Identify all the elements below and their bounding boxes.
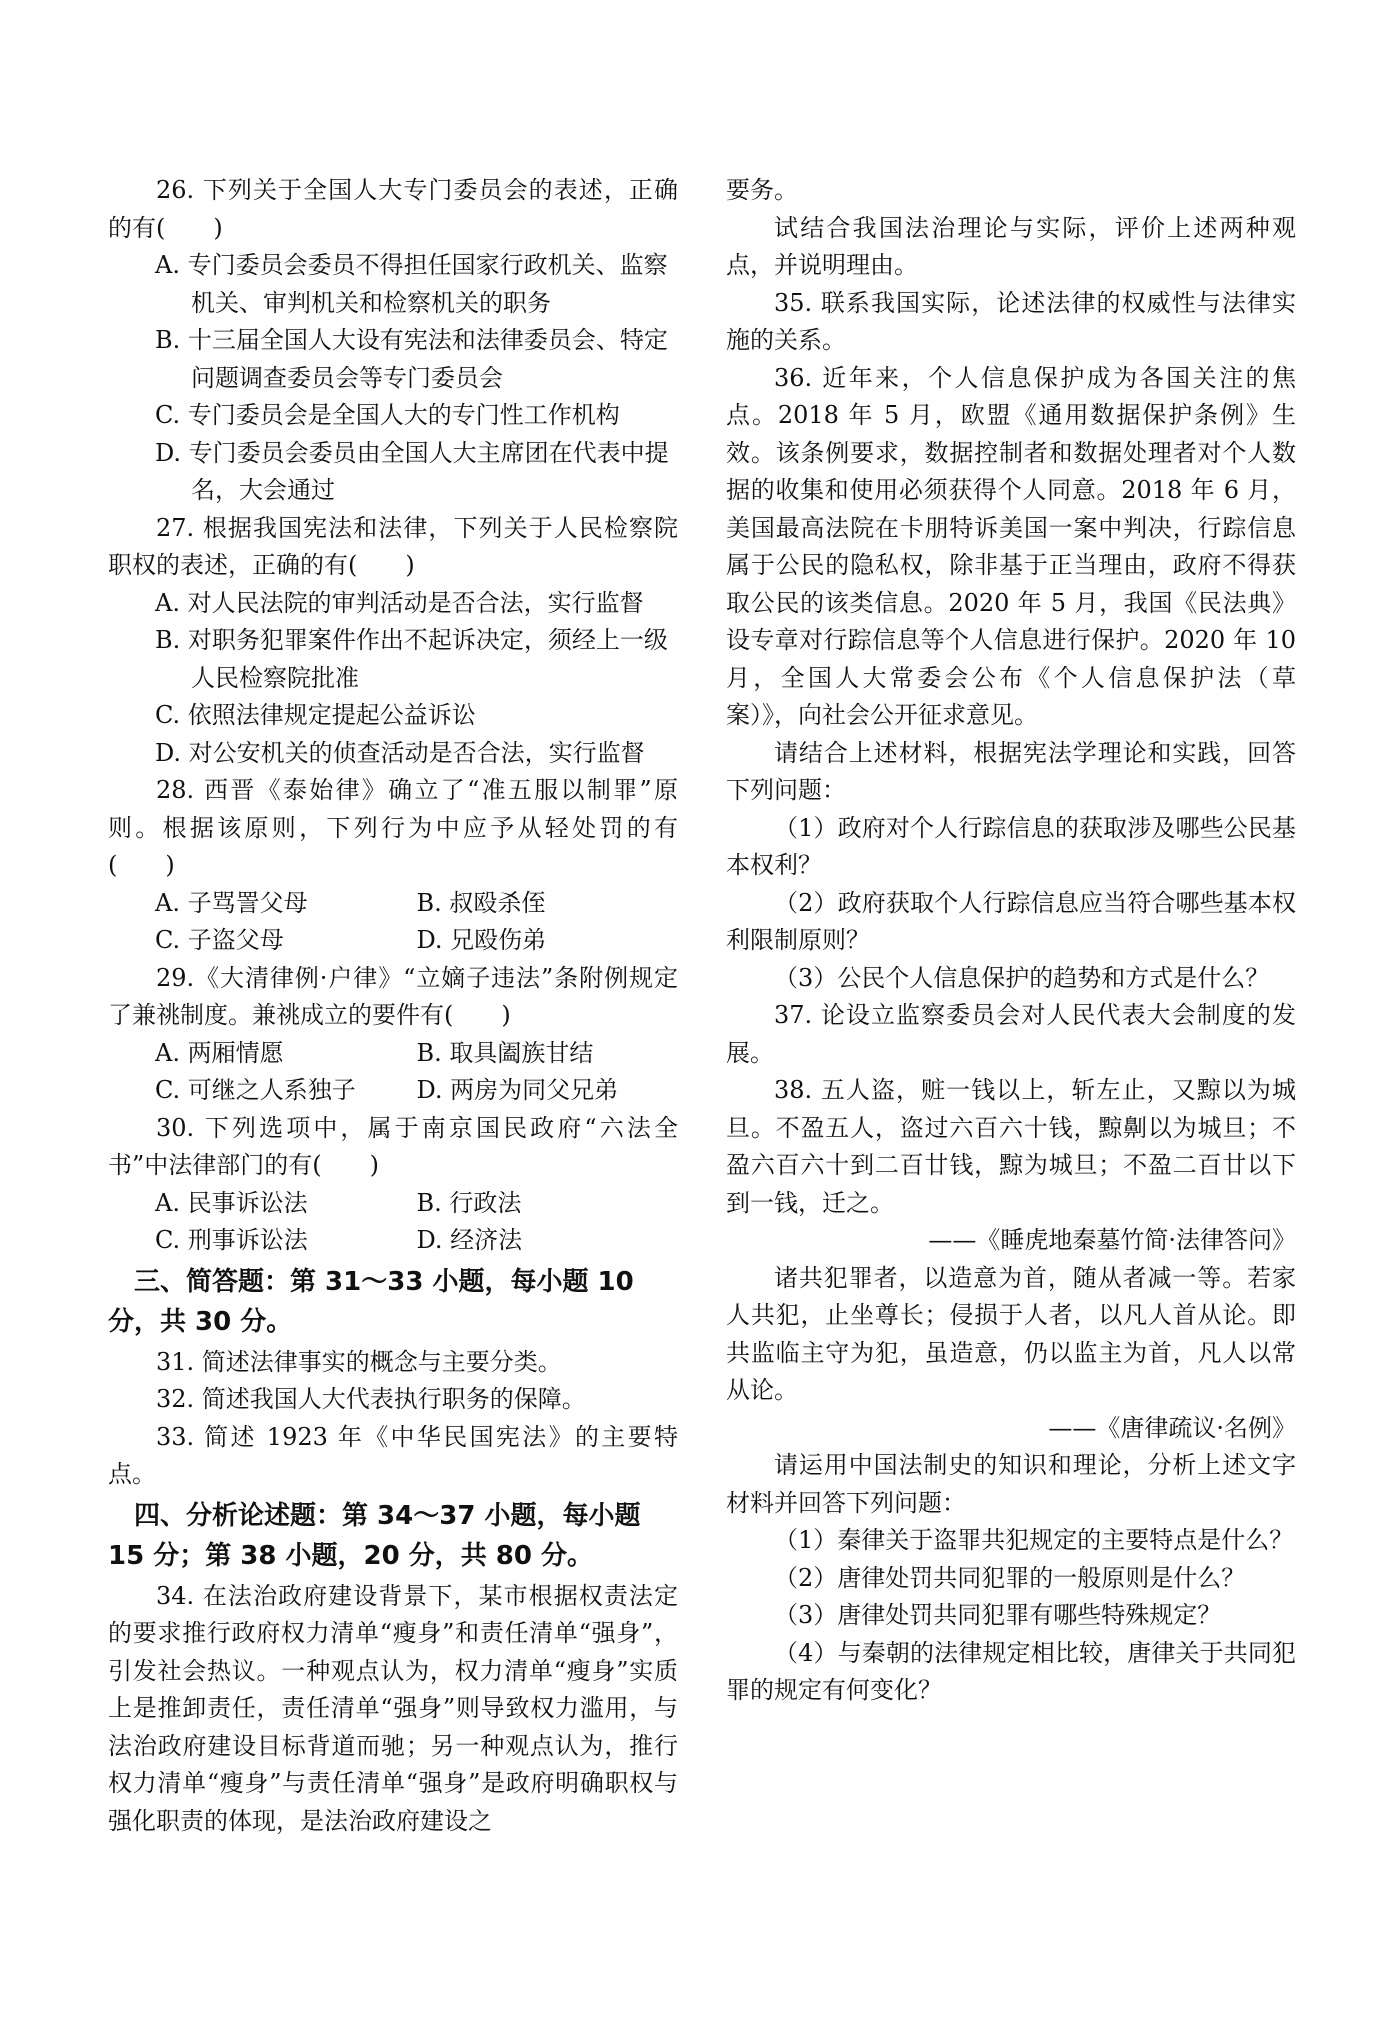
question-29-options-row-2	[108, 1072, 678, 1110]
question-38-prompt: 请运用中国法制史的知识和理论，分析上述文字材料并回答下列问题：	[726, 1451, 1296, 1517]
question-38-sub-1: （1）秦律关于盗罪共犯规定的主要特点是什么？	[774, 1526, 1294, 1554]
question-32: 32. 简述我国人大代表执行职务的保障。	[156, 1385, 586, 1413]
question-29-option-a: A. 两厢情愿	[155, 1038, 284, 1067]
question-38-material-tang: 诸共犯罪者，以造意为首，随从者减一等。若家人共犯，止坐尊长；侵损于人者，以凡人首从论。即共监临主守为犯，虽造意，仍以监主为首，凡人以常从论。	[726, 1263, 1296, 1404]
question-34-text: 34. 在法治政府建设背景下，某市根据权责法定的要求推行政府权力清单“瘦身”和责任清单“强身”，引发社会热议。一种观点认为，权力清单“瘦身”实质上是推卸责任，责任清单“强身”则导致权力滥用，与法治政府建设目标背道而驰；另一种观点认为，推行权力清单“瘦身”与责任清单“强身”是政府明确职权与强化职责的体现，是法治政府建设之	[108, 1581, 678, 1835]
question-29-stem: 29.《大清律例·户律》“立嫡子违法”条附例规定了兼祧制度。兼祧成立的要件有( )	[108, 963, 678, 1029]
question-34-prompt: 试结合我国法治理论与实际，评价上述两种观点，并说明理由。	[726, 213, 1296, 279]
question-27-option-b: B. 对职务犯罪案件作出不起诉决定，须经上一级人民检察院批准	[155, 626, 668, 692]
question-30-option-d: D. 经济法	[416, 1226, 523, 1254]
question-38-sub-3: （3）唐律处罚共同犯罪有哪些特殊规定？	[774, 1601, 1222, 1629]
right-column	[726, 172, 1296, 1710]
question-28-stem: 28. 西晋《泰始律》确立了“准五服以制罪”原则。根据该原则，下列行为中应予从轻处罚的有( )	[108, 776, 678, 879]
question-28-options-row-1	[108, 885, 678, 923]
question-36-sub-3: （3）公民个人信息保护的趋势和方式是什么？	[774, 963, 1270, 992]
question-33: 33. 简述 1923 年《中华民国宪法》的主要特点。	[108, 1422, 678, 1488]
question-29-option-b: B. 取具阖族甘结	[416, 1038, 594, 1067]
question-27-option-c: C. 依照法律规定提起公益诉讼	[155, 701, 476, 729]
question-29-option-d: D. 两房为同父兄弟	[416, 1076, 619, 1104]
question-34-continuation: 要务。	[726, 176, 798, 204]
question-28-option-d: D. 兄殴伤弟	[416, 926, 547, 954]
question-30-options-row-1	[108, 1185, 678, 1223]
question-29-option-c: C. 可继之人系独子	[155, 1076, 356, 1104]
question-36-prompt: 请结合上述材料，根据宪法学理论和实践，回答下列问题：	[726, 738, 1296, 804]
question-38-source-tang: ——《唐律疏议·名例》	[1048, 1413, 1296, 1442]
question-36-sub-1: （1）政府对个人行踪信息的获取涉及哪些公民基本权利？	[726, 813, 1296, 879]
question-30-option-c: C. 刑事诉讼法	[155, 1226, 308, 1254]
question-26-option-d: D. 专门委员会委员由全国人大主席团在代表中提名，大会通过	[155, 438, 669, 504]
section-3-heading: 三、简答题：第 31～33 小题，每小题 10 分，共 30 分。	[108, 1266, 634, 1337]
question-35: 35. 联系我国实际，论述法律的权威性与法律实施的关系。	[726, 288, 1296, 354]
question-26-option-c: C. 专门委员会是全国人大的专门性工作机构	[155, 401, 620, 429]
question-27-stem: 27. 根据我国宪法和法律，下列关于人民检察院职权的表述，正确的有( )	[108, 513, 678, 579]
question-27-option-d: D. 对公安机关的侦查活动是否合法，实行监督	[155, 738, 645, 767]
question-30-option-a: A. 民事诉讼法	[155, 1188, 308, 1217]
question-28-option-b: B. 叔殴杀侄	[416, 888, 546, 917]
question-30-options-row-2	[108, 1222, 678, 1260]
question-26-option-b: B. 十三届全国人大设有宪法和法律委员会、特定问题调查委员会等专门委员会	[155, 326, 668, 392]
question-30-stem: 30. 下列选项中，属于南京国民政府“六法全书”中法律部门的有( )	[108, 1113, 678, 1179]
question-36-material: 36. 近年来，个人信息保护成为各国关注的焦点。2018 年 5 月，欧盟《通用数据保护条例》生效。该条例要求，数据控制者和数据处理者对个人数据的收集和使用必须获得个人同意。2018 年 6 月，美国最高法院在卡朋特诉美国一案中判决，行踪信息属于公民的隐私权，除非基于正当理由，政府不得获取公民的该类信息。2020 年 5 月，我国《民法典》设专章对行踪信息等个人信息进行保护。2020 年 10 月，全国人大常委会公布《个人信息保护法（草案）》，向社会公开征求意见。	[726, 363, 1296, 729]
question-37: 37. 论设立监察委员会对人民代表大会制度的发展。	[726, 1001, 1296, 1067]
question-28-options-row-2	[108, 922, 678, 960]
section-4-heading: 四、分析论述题：第 34～37 小题，每小题 15 分；第 38 小题，20 分，共 80 分。	[108, 1500, 641, 1571]
question-27-option-a: A. 对人民法院的审判活动是否合法，实行监督	[155, 588, 644, 617]
question-26-stem: 26. 下列关于全国人大专门委员会的表述，正确的有( )	[108, 176, 678, 242]
question-31: 31. 简述法律事实的概念与主要分类。	[156, 1347, 562, 1376]
question-26-option-a: A. 专门委员会委员不得担任国家行政机关、监察机关、审判机关和检察机关的职务	[155, 251, 668, 317]
question-28-option-c: C. 子盗父母	[155, 926, 284, 954]
question-29-options-row-1	[108, 1035, 678, 1073]
question-38-material-qin: 38. 五人盗，赃一钱以上，斩左止，又黥以为城旦。不盈五人，盗过六百六十钱，黥劓以为城旦；不盈六百六十到二百廿钱，黥为城旦；不盈二百廿以下到一钱，迁之。	[726, 1076, 1296, 1217]
question-28-option-a: A. 子骂詈父母	[155, 888, 308, 917]
question-38-sub-2: （2）唐律处罚共同犯罪的一般原则是什么？	[774, 1563, 1246, 1592]
question-36-sub-2: （2）政府获取个人行踪信息应当符合哪些基本权利限制原则？	[726, 888, 1296, 954]
question-30-option-b: B. 行政法	[416, 1188, 522, 1217]
left-column	[108, 172, 678, 1840]
question-38-sub-4: （4）与秦朝的法律规定相比较，唐律关于共同犯罪的规定有何变化？	[726, 1638, 1296, 1704]
question-38-source-qin: ——《睡虎地秦墓竹简·法律答问》	[928, 1226, 1296, 1254]
